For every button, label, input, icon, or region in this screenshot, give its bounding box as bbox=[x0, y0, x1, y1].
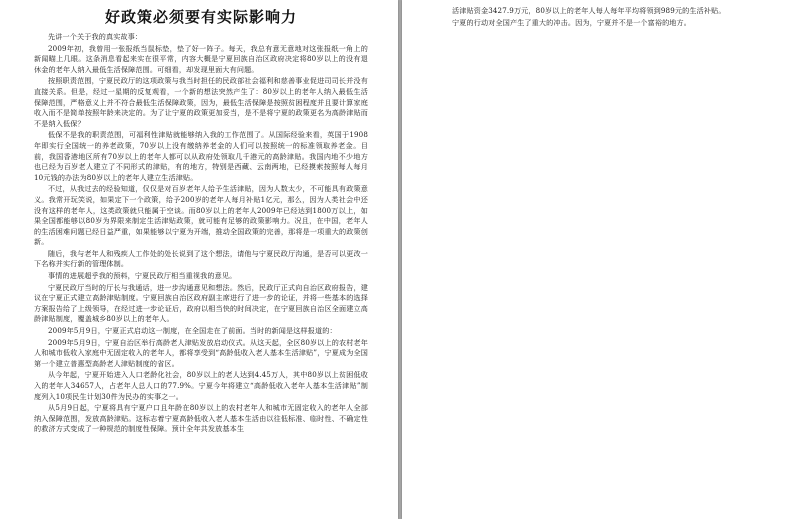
right-paragraph-2: 宁夏的行动对全国产生了重大的冲击。因为，宁夏并不是一个富裕的地方。 bbox=[452, 17, 692, 27]
paragraph-1: 先讲一个关于我的真实故事： bbox=[48, 32, 143, 41]
paragraph-2: 2009年初，我曾用一张报纸当鼠标垫，垫了好一阵子。每天，我总有意无意地对这张报纸一角上的新闻瞄上几眼。这条消息看起来实在很平常，内容大概是宁夏回族自治区政府决定将80岁以上的没有退休金的老年人纳入最低生活保障范围。可细看，却发现里面大有问题。 bbox=[34, 43, 368, 74]
paragraph-12: 从5月9日起，宁夏将具有宁夏户口且年龄在80岁以上的农村老年人和城市无固定收入的老年人全部纳入保障范围，发放高龄津贴。这标志着宁夏高龄低收入老人基本生活由以往低标准、临时性、不确定性的救济方式变成了一种规范的制度性保障。预计全年共发放基本生 bbox=[34, 403, 368, 434]
right-paragraph-1: 活津贴资金3427.9万元，80岁以上的老年人每人每年平均将领到989元的生活补贴。 bbox=[452, 6, 726, 15]
paragraph-9: 2009年5月9日，宁夏正式启动这一制度，在全国走在了前面。当时的新闻是这样报道的： bbox=[48, 326, 337, 336]
paragraph-6: 随后，我与老年人和残疾人工作处的处长说到了这个想法，请他与宁夏民政厅沟通，是否可以更改一下名称并实行新的管理体制。 bbox=[34, 248, 368, 269]
paragraph-7: 事情的进展超乎我的预料，宁夏民政厅相当重视我的意见。 bbox=[48, 271, 237, 281]
paragraph-11: 从今年起，宁夏开始进入人口老龄化社会，80岁以上的老人达到4.45万人，其中80岁以上贫困低收入的老年人34657人，占老年人总人口的77.9%。宁夏今年将建立“高龄低收入老年人基本生活津贴”制度列入10项民生计划30件为民办的实事之一。 bbox=[34, 370, 368, 401]
paragraph-3: 按照职责范围，宁夏民政厅的这项政策与我当时担任的民政部社会福利和慈善事业促进司司长并没有直接关系。但是，经过一星期的反复观看，一个新的想法突然产生了：80岁以上的老年人纳入最低生活保障范围，严格意义上并不符合最低生活保障政策，因为，最低生活保障是按照贫困程度并且要计算家庭收入而不是简单按照年龄来决定的。为了让宁夏的政策更加妥当，是不是将宁夏的政策更名为高龄津贴而不是纳入低保？ bbox=[34, 76, 368, 128]
right-page bbox=[402, 0, 799, 519]
paragraph-4: 低保不是我的职责范围，可福利性津贴就能够纳入我的工作范围了。从国际经验来看，英国于1908年即实行全国统一的养老政策，70岁以上没有缴纳养老金的人们可以按照统一的标准领取养老金。目前，我国香港地区所有70岁以上的老年人都可以从政府处领取几千港元的高龄津贴。我国内地不少地方也已经为百岁老人建立了不同形式的津贴，有的地方，特别是西藏、云南两地，已经摸索按照每人每月10元钱的办法为80岁以上的老年人建立生活津贴。 bbox=[34, 130, 368, 182]
left-page bbox=[0, 0, 398, 519]
article-title: 好政策必须要有实际影响力 bbox=[104, 8, 297, 26]
paragraph-5: 不过，从我过去的经验知道，仅仅是对百岁老年人给予生活津贴，因为人数太少，不可能具有政策意义。我常开玩笑说，如果定下一个政策，给予200岁的老年人每月补贴1亿元，那么，因为人类社会中还没有这样的老年人，这类政策就只能属于空谈。而80岁以上的老年人2009年已经达到1800万以上，如果全国都能够以80岁为界限来制定生活津贴政策，就可能有足够的政策影响力。况且，在中国，老年人的生活困难问题已经日益严重，如果能够以宁夏为开端，推动全国政策的完善，那将是一项重大的政策创新。 bbox=[34, 184, 368, 247]
paragraph-10: 2009年5月9日，宁夏自治区举行高龄老人津贴发放启动仪式。从这天起，全区80岁以上的农村老年人和城市低收入家庭中无固定收入的老年人，都将享受到“高龄低收入老人基本生活津贴”，宁夏成为全国第一个建立普惠型高龄老人津贴制度的省区。 bbox=[34, 337, 368, 368]
paragraph-8: 宁夏民政厅当时的厅长与我通话，进一步沟通意见和想法。然后，民政厅正式向自治区政府报告，建议在宁夏正式建立高龄津贴制度。宁夏回族自治区政府副主席进行了进一步的论证，并将一些基本的选择方案报告给了上级领导，在经过进一步论证后，政府以相当快的时间决定，在宁夏回族自治区全面建立高龄津贴制度，覆盖城乡80岁以上的老年人。 bbox=[34, 282, 368, 324]
